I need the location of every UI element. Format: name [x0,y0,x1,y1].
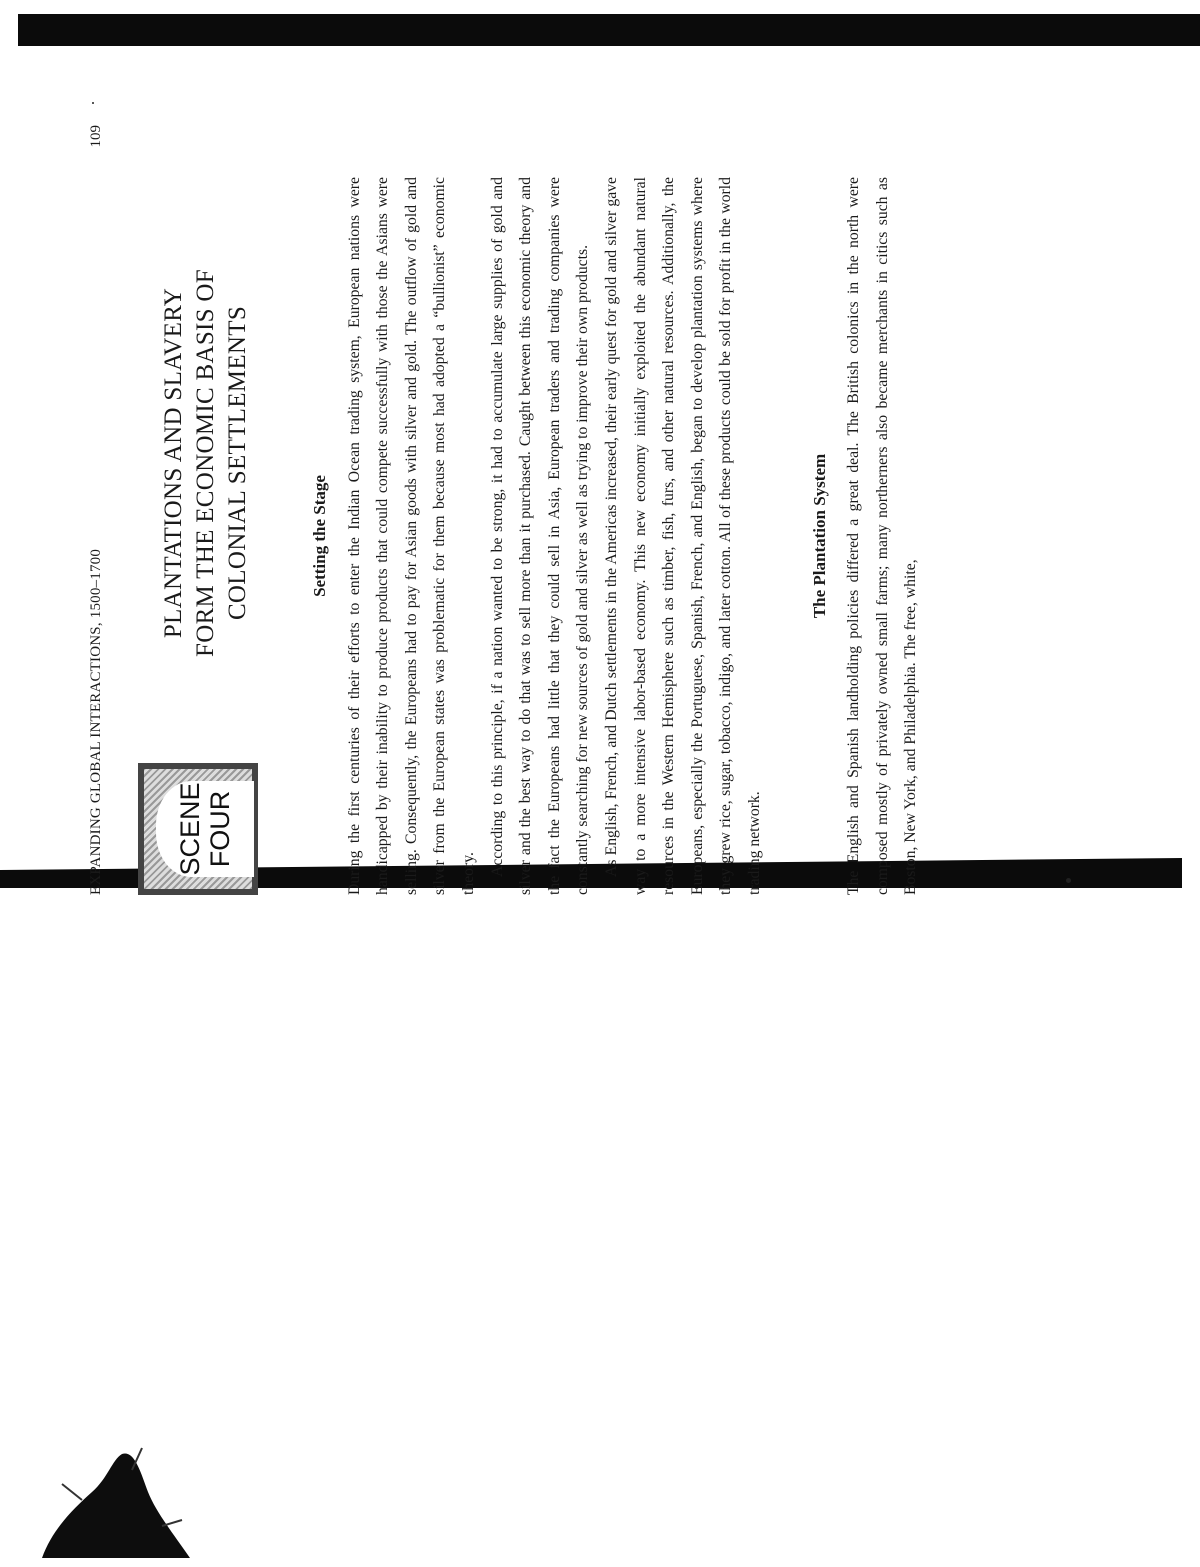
scan-ink-blot [22,1440,192,1558]
scene-badge-line1: SCENE [175,782,205,876]
section-heading: Setting the Stage [310,475,329,597]
body-text [294,177,926,895]
scene-badge-line2: FOUR [205,790,235,868]
running-head-title: EXPANDING GLOBAL INTERACTIONS, 1500–1700 [88,548,104,895]
chapter-title [158,183,254,743]
chapter-title-line3: COLONIAL SETTLEMENTS [224,305,251,621]
chapter-title-line1: PLANTATIONS AND SLAVERY [160,287,187,639]
scan-speck [92,102,94,104]
scene-badge-label [156,781,254,877]
paragraph: During the first centuries of their efforts to enter the Indian Ocean trading system, European nations were handicapped by their inability to produce products that could compete successfully with those the Asians were selling. Consequently, the Europeans had to pay for Asian goods with silver and gold. The outflow of gold and silver from the European states was problematic for them because most had adopted a “bullionist” economic theory. [345,177,477,895]
rotated-page [82,115,1082,895]
paragraph: As English, French, and Dutch settlements in the Americas increased, their early quest for gold and silver gave way to a more intensive labor-based economy. This new economy initially exploited the abundant natural resources in the Western Hemisphere such as timber, fish, furs, and other natural resources. Additionally, the Europeans, especially the Portuguese, Spanish, French, and English, began to develop plantation systems where they grew rice, sugar, tobacco, indigo, and later cotton. All of these products could be sold for profit in the world trading network. [602,177,763,895]
paragraph: According to this principle, if a nation wanted to be strong, it had to accumulate large supplies of gold and silver and the best way to do that was to sell more than it purchased. Caught between this economic theory and the fact the Europeans had little that they could sell in Asia, European traders and trading companies were constantly searching for new sources of gold and silver as well as trying to improve their own products. [488,177,592,895]
paragraph: The English and Spanish landholding policies differed a great deal. The British colonics in the north were composed mostly of privately owned small farms; many northerners also became merchants in citics such as Boston, New York, and Philadelphia. The free, white, [845,177,920,895]
scan-edge-top [18,14,1200,46]
section-heading: The Plantation System [809,453,829,619]
running-head [82,115,112,895]
page-number: 109 [88,125,104,148]
chapter-title-line2: FORM THE ECONOMIC BASIS OF [192,269,219,657]
scene-badge [138,763,258,895]
